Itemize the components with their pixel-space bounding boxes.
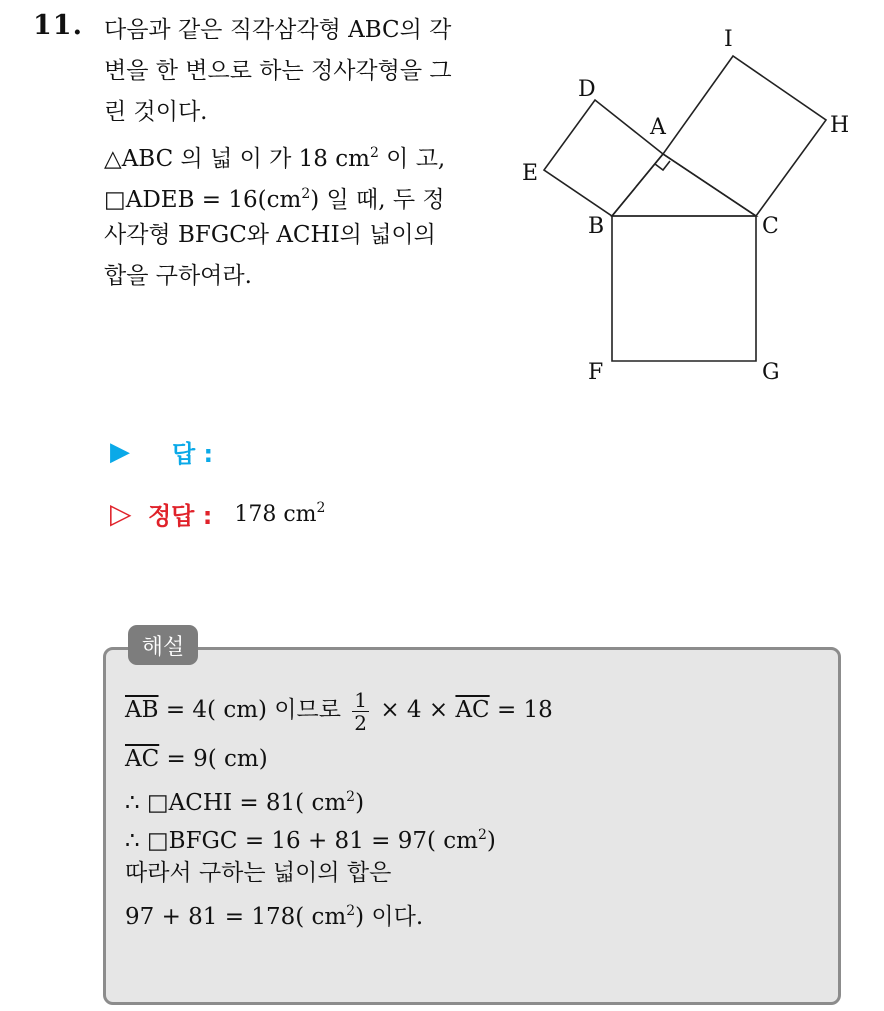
solution-line-5: 따라서 구하는 넓이의 합은 bbox=[125, 860, 392, 886]
cond2-unit: cm bbox=[266, 187, 302, 213]
play-arrow-icon: ▶ bbox=[110, 436, 130, 467]
label-a: A bbox=[650, 115, 666, 140]
solution-line-6: 97 + 81 = 178( $cm^2$) 이다. bbox=[125, 903, 424, 930]
label-i: I bbox=[724, 27, 733, 52]
question-condition-area bbox=[104, 133, 504, 174]
solution-line-1: $\overline{AB} = 4$( cm) 이므로 $\frac{1}{2}$ × $4 \times \overline{AC} = 18$ bbox=[125, 687, 553, 735]
square-bfgc bbox=[612, 216, 756, 361]
solution-line-4: ∴ □BFGC = 16 + 81 = 97( $cm^2$) bbox=[125, 827, 496, 854]
label-c: C bbox=[762, 214, 779, 239]
label-g: G bbox=[762, 360, 780, 385]
correct-answer-value: 178 $cm^2$ bbox=[234, 500, 326, 527]
question-condition-square bbox=[104, 174, 504, 215]
cond2-text: □ADEB = 16( bbox=[104, 187, 267, 213]
solution-line-2: $\overline{AC} = 9$( cm) bbox=[125, 746, 268, 772]
label-b: B bbox=[588, 214, 605, 239]
cond2-sup: 2 bbox=[301, 186, 311, 202]
fraction-one-half: $\frac{1}{2}$ bbox=[354, 687, 368, 735]
label-d: D bbox=[578, 77, 596, 102]
label-e: E bbox=[522, 161, 539, 186]
question-text bbox=[104, 10, 504, 297]
solution-tab: 해설 bbox=[128, 625, 198, 665]
question-line-1: 다음과 같은 직각삼각형 ABC의 각 bbox=[104, 17, 452, 43]
triangle-abc bbox=[612, 154, 756, 216]
cond2-post: ) 일 때, 두 정 bbox=[310, 187, 445, 213]
correct-answer-label: 정답 : bbox=[148, 502, 213, 530]
answer-blank-row bbox=[110, 434, 213, 469]
outline-arrow-icon: ▷ bbox=[110, 497, 132, 530]
question-line-7: 합을 구하여라. bbox=[104, 263, 252, 289]
question-line-6: 사각형 BFGC와 ACHI의 넓이의 bbox=[104, 222, 436, 248]
question-number: 11. bbox=[33, 10, 83, 41]
question-line-3: 린 것이다. bbox=[104, 99, 208, 125]
answer-blank-label: 답 : bbox=[172, 440, 214, 468]
right-angle-mark bbox=[655, 161, 670, 170]
question-line-2: 변을 한 변으로 하는 정사각형을 그 bbox=[104, 58, 452, 84]
square-achi bbox=[663, 56, 826, 216]
square-adeb bbox=[544, 100, 663, 216]
solution-content bbox=[125, 680, 553, 930]
cond1-text: △ABC 의 넓 이 가 18 bbox=[104, 146, 328, 172]
label-f: F bbox=[588, 360, 604, 385]
answer-correct-row bbox=[110, 496, 325, 531]
cond1-sup: 2 bbox=[369, 145, 379, 161]
label-h: H bbox=[830, 113, 850, 138]
cond1-post: 이 고, bbox=[378, 146, 446, 172]
pythagoras-diagram bbox=[510, 20, 860, 390]
solution-line-3: ∴ □ACHI = 81( $cm^2$) bbox=[125, 789, 365, 816]
cond1-unit: cm bbox=[335, 146, 370, 172]
